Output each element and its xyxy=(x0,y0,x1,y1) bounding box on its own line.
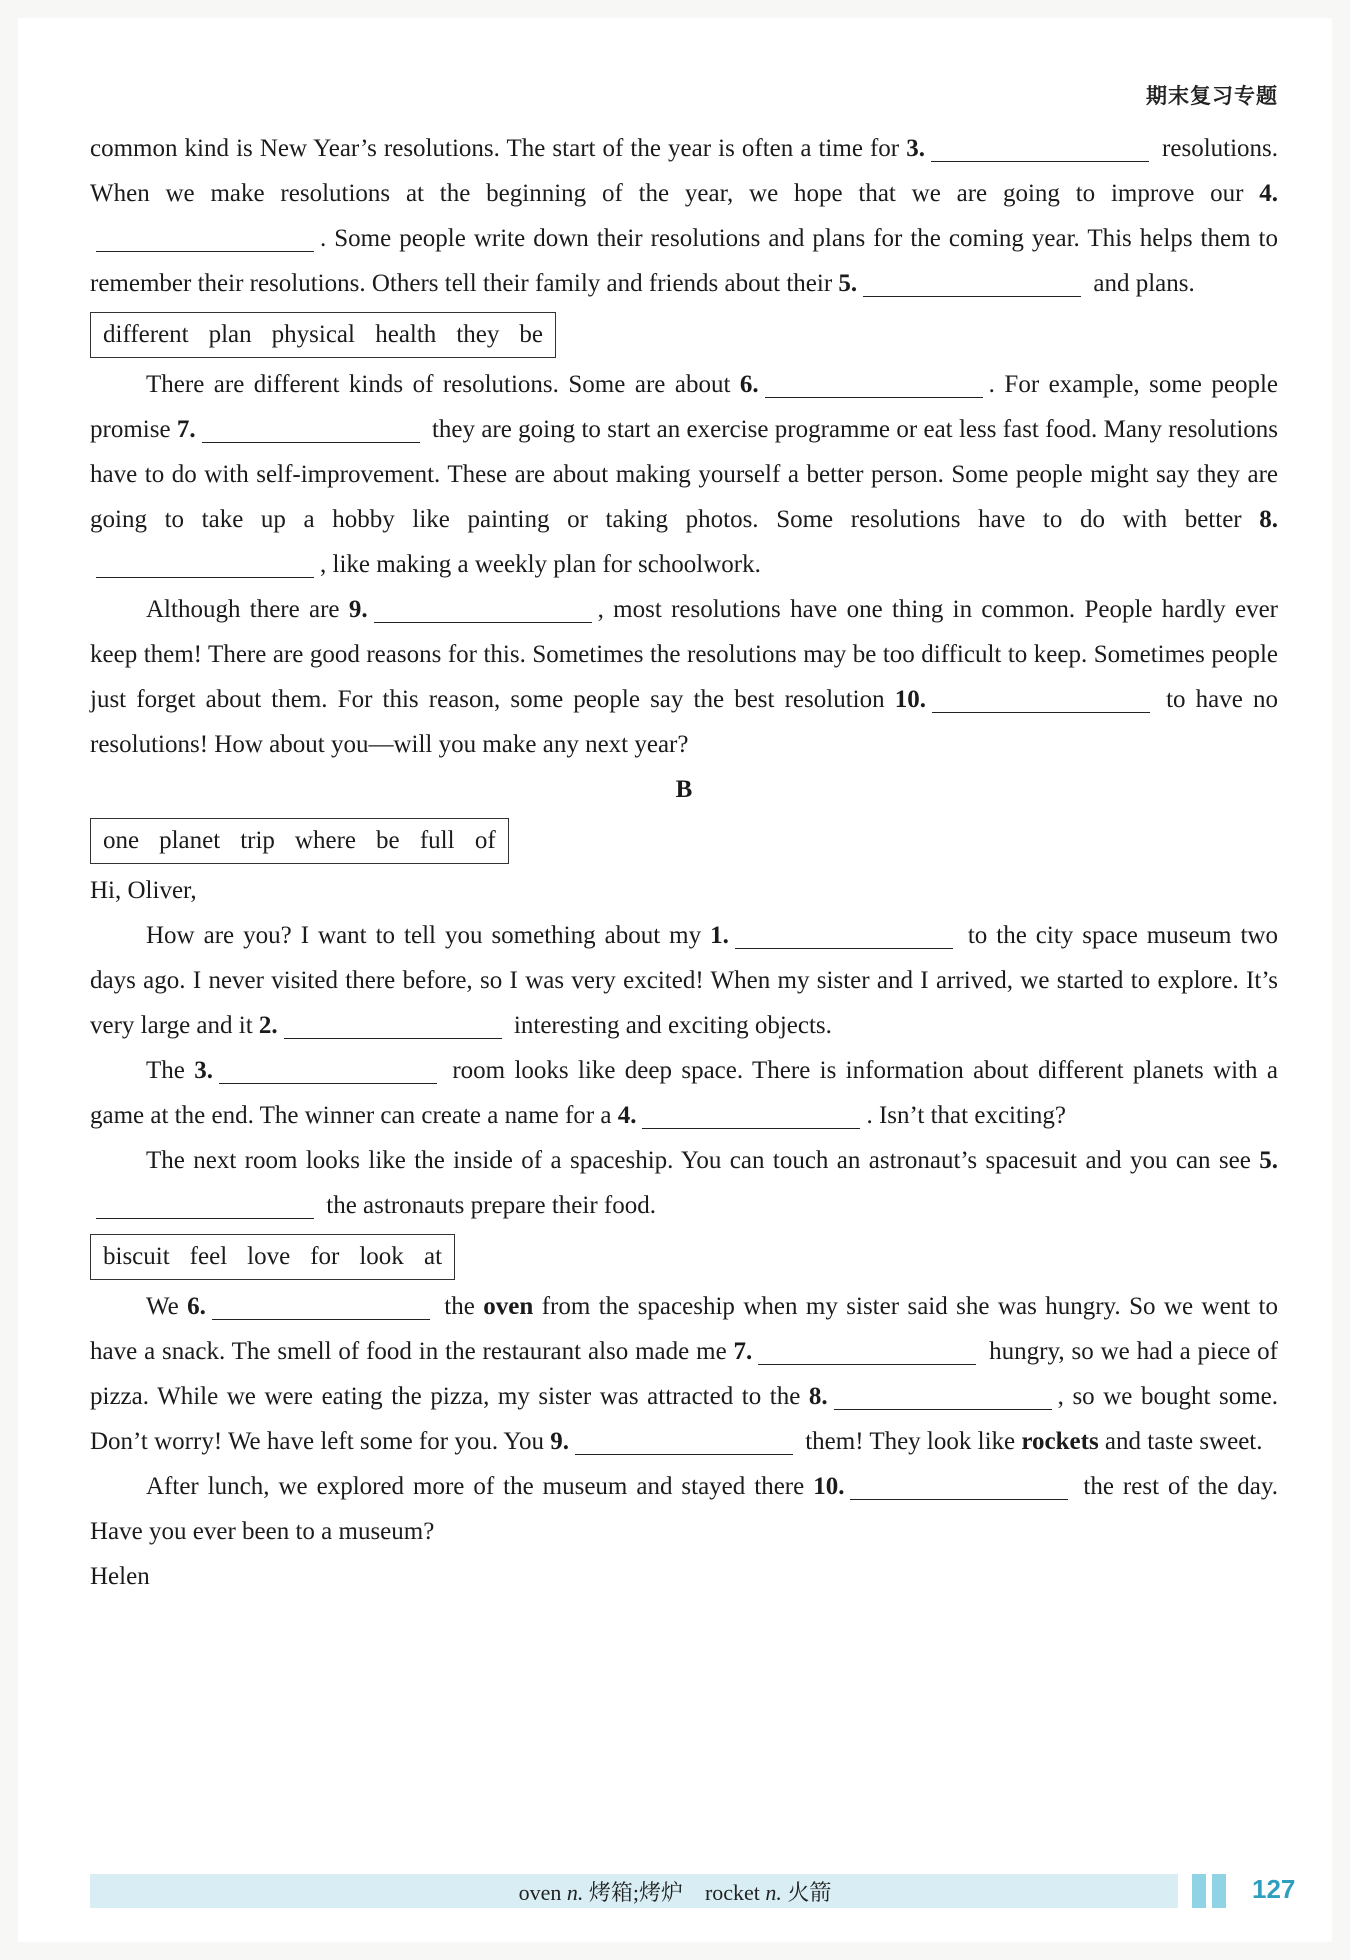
word-bank-item: where xyxy=(294,827,356,854)
text: We xyxy=(146,1293,188,1320)
answer-blank-a8[interactable] xyxy=(96,547,314,578)
text: room looks like deep space. There is information about different planets with a game at the end. The winner can create a name for a xyxy=(90,1057,1278,1129)
blank-number-7: 7. xyxy=(176,416,196,443)
word-bank-item: for xyxy=(310,1243,340,1270)
text: the astronauts prepare their food. xyxy=(320,1192,656,1219)
letter-greeting: Hi, Oliver, xyxy=(90,877,197,904)
text: After lunch, we explored more of the museum and stayed there xyxy=(146,1473,814,1500)
passage-content xyxy=(90,126,1278,1599)
word-bank-item: be full of xyxy=(376,827,496,854)
passage-b-para-2 xyxy=(90,1048,1278,1138)
blank-number-8: 8. xyxy=(1259,506,1278,533)
blank-number-4: 4. xyxy=(1259,180,1278,207)
text: . For example, some people promise xyxy=(90,371,1278,443)
word-bank-item: love xyxy=(247,1243,291,1270)
blank-number-1: 1. xyxy=(710,922,729,949)
gloss-word: rocket xyxy=(704,1880,760,1905)
text: from the spaceship when my sister said she was hungry. So we went to have a snack. The smell of food in the restaurant also made me xyxy=(90,1293,1278,1365)
text: and plans. xyxy=(1087,270,1195,297)
answer-blank-b6[interactable] xyxy=(212,1289,430,1320)
text: and taste sweet. xyxy=(1098,1428,1263,1455)
text: , so we bought some. Don’t worry! We have left some for you. You xyxy=(90,1383,1278,1455)
blank-number-5: 5. xyxy=(1259,1147,1278,1174)
gloss-meaning: 火箭 xyxy=(787,1880,832,1905)
blank-number-3: 3. xyxy=(194,1057,213,1084)
glossed-word-rockets: rockets xyxy=(1021,1428,1099,1455)
text: . Some people write down their resolutions and plans for the coming year. This helps them to remember their resolutions. Others tell their family and friends about their xyxy=(90,225,1278,297)
gloss-pos: n. xyxy=(566,1880,584,1905)
blank-number-6: 6. xyxy=(739,371,759,398)
footer-glossary xyxy=(0,1876,1350,1907)
word-bank-item: planet xyxy=(159,827,221,854)
text: the xyxy=(435,1293,484,1320)
passage-b-para-3 xyxy=(90,1138,1278,1228)
answer-blank-b5[interactable] xyxy=(96,1188,314,1219)
word-bank-item: feel xyxy=(189,1243,228,1270)
page-number: 127 xyxy=(1252,1874,1296,1904)
text: hungry, so we had a piece of pizza. While we were eating the pizza, my sister was attracted to the xyxy=(90,1338,1278,1410)
passage-b-para-5 xyxy=(90,1464,1278,1554)
answer-blank-b1[interactable] xyxy=(735,918,953,949)
blank-number-4: 4. xyxy=(617,1102,637,1129)
word-bank-item: look at xyxy=(359,1243,443,1270)
glossed-word-oven: oven xyxy=(483,1293,534,1320)
answer-blank-b2[interactable] xyxy=(284,1008,502,1039)
text: The next room looks like the inside of a spaceship. You can touch an astronaut’s spacesuit and you can see xyxy=(146,1147,1260,1174)
blank-number-5: 5. xyxy=(838,270,858,297)
word-bank-a xyxy=(90,312,556,358)
text: There are different kinds of resolutions. Some are about xyxy=(146,371,740,398)
decorative-tick xyxy=(1212,1874,1226,1908)
text: The xyxy=(146,1057,195,1084)
answer-blank-b4[interactable] xyxy=(642,1098,860,1129)
answer-blank-a9[interactable] xyxy=(374,592,592,623)
answer-blank-b9[interactable] xyxy=(575,1424,793,1455)
passage-a-para-2 xyxy=(90,362,1278,587)
section-label-b: B xyxy=(675,776,693,803)
word-bank-b2 xyxy=(90,1234,455,1280)
blank-number-8: 8. xyxy=(808,1383,828,1410)
passage-b-para-1 xyxy=(90,913,1278,1048)
text: How are you? I want to tell you something about my xyxy=(146,922,711,949)
text: the rest of the day. Have you ever been to a museum? xyxy=(90,1473,1279,1545)
blank-number-10: 10. xyxy=(894,686,926,713)
word-bank-item: physical health xyxy=(271,321,437,348)
text: , most resolutions have one thing in common. People hardly ever keep them! There are good reasons for this. Sometimes the resolutions may be too difficult to keep. Sometimes people just forget about them. For this reason, some people say the best resolution xyxy=(90,596,1278,713)
word-bank-item: one xyxy=(103,827,140,854)
blank-number-7: 7. xyxy=(733,1338,753,1365)
blank-number-9: 9. xyxy=(348,596,368,623)
header-title: 期末复习专题 xyxy=(1146,84,1278,108)
answer-blank-b3[interactable] xyxy=(219,1053,437,1084)
gloss-word: oven xyxy=(518,1880,562,1905)
gloss-pos: n. xyxy=(765,1880,782,1905)
word-bank-item: plan xyxy=(208,321,252,348)
text: them! They look like xyxy=(798,1428,1022,1455)
text: common kind is New Year’s resolutions. The start of the year is often a time for xyxy=(90,135,907,162)
text: interesting and exciting objects. xyxy=(507,1012,832,1039)
answer-blank-a7[interactable] xyxy=(202,412,420,443)
word-bank-item: they xyxy=(456,321,500,348)
passage-a-para-3 xyxy=(90,587,1278,767)
answer-blank-b7[interactable] xyxy=(758,1334,976,1365)
word-bank-item: be xyxy=(519,321,543,348)
word-bank-item: trip xyxy=(240,827,275,854)
text: , like making a weekly plan for schoolwork. xyxy=(320,551,761,578)
gloss-meaning: 烤箱;烤炉 xyxy=(588,1880,683,1905)
answer-blank-a5[interactable] xyxy=(863,266,1081,297)
passage-b-para-4 xyxy=(90,1284,1278,1464)
text: . Isn’t that exciting? xyxy=(866,1102,1066,1129)
text: they are going to start an exercise programme or eat less fast food. Many resolutions have to do with self-improvement. These are about making yourself a better person. Some people might say they are going to take up a hobby like painting or taking photos. Some resolutions have to do with better xyxy=(90,416,1278,533)
text: to the city space museum two days ago. I never visited there before, so I was very excited! When my sister and I arrived, we started to explore. It’s very large and it xyxy=(90,922,1278,1039)
letter-signature: Helen xyxy=(90,1563,150,1590)
answer-blank-b10[interactable] xyxy=(850,1469,1068,1500)
answer-blank-a6[interactable] xyxy=(765,367,983,398)
text: resolutions. When we make resolutions at the beginning of the year, we hope that we are going to improve our xyxy=(90,135,1279,207)
word-bank-item: biscuit xyxy=(103,1243,170,1270)
passage-a-para-1 xyxy=(90,126,1278,306)
blank-number-3: 3. xyxy=(906,135,925,162)
text: Although there are xyxy=(146,596,349,623)
answer-blank-a4[interactable] xyxy=(96,221,314,252)
word-bank-item: different xyxy=(103,321,189,348)
word-bank-b1 xyxy=(90,818,509,864)
answer-blank-a10[interactable] xyxy=(932,682,1150,713)
blank-number-6: 6. xyxy=(187,1293,206,1320)
blank-number-10: 10. xyxy=(813,1473,845,1500)
decorative-tick xyxy=(1192,1874,1206,1908)
text: to have no resolutions! How about you—will you make any next year? xyxy=(90,686,1278,758)
blank-number-9: 9. xyxy=(550,1428,569,1455)
answer-blank-b8[interactable] xyxy=(834,1379,1052,1410)
blank-number-2: 2. xyxy=(258,1012,278,1039)
answer-blank-a3[interactable] xyxy=(931,131,1149,162)
